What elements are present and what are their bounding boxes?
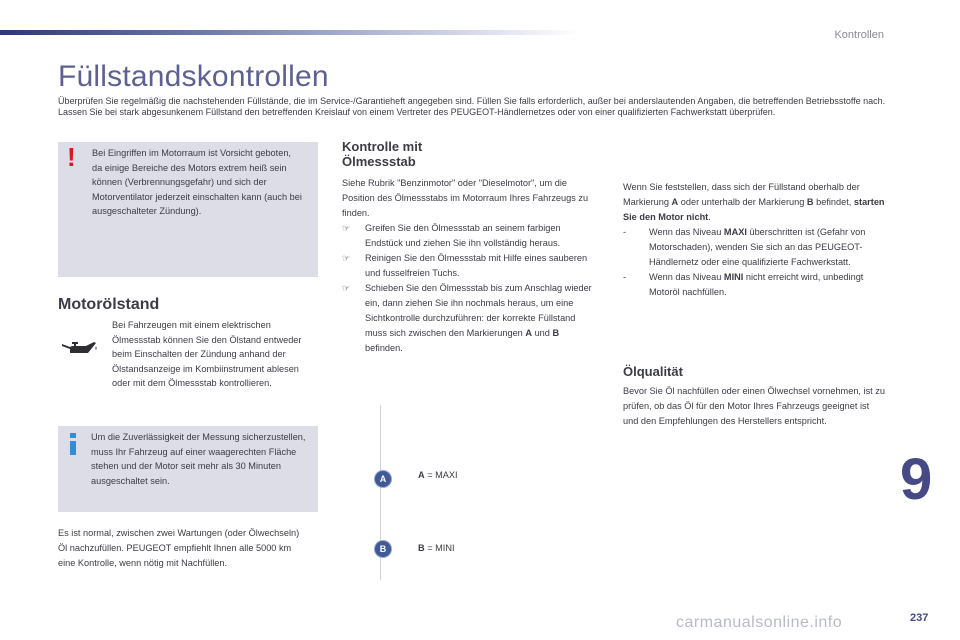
marker-b-letter: B — [418, 543, 425, 553]
dash-symbol: - — [623, 227, 627, 237]
intro-paragraph-2: Lassen Sie bei stark abgesunkenem Füllstand den betreffenden Kreislauf von einem Vertreter des PEUGEOT-Händlernetzes oder von einer qualifizierten Fachwerkstatt überprüfen. — [58, 106, 776, 117]
marker-a-letter: A — [418, 470, 425, 480]
level-check-part-3: befindet, — [816, 197, 852, 207]
marker-a-badge: A — [375, 471, 391, 487]
dipstick-step-3 — [342, 281, 598, 356]
section-label: Kontrollen — [834, 29, 884, 41]
mark-a-ref: A — [525, 328, 532, 338]
oil-quality-text: Bevor Sie Öl nachfüllen oder einen Ölwechsel vornehmen, ist zu prüfen, ob das Öl für den Motor Ihres Fahrzeugs geeignet ist und den Empfehlungen des Herstellers entspricht. — [623, 386, 885, 426]
mark-b-ref: B — [552, 328, 560, 338]
hand-pointer-icon: ☞ — [342, 253, 351, 263]
maxi-keyword: MAXI — [723, 227, 747, 237]
dash-symbol: - — [623, 272, 627, 282]
marker-b-label — [418, 543, 455, 553]
info-text: Um die Zuverlässigkeit der Messung sicherzustellen, muss Ihr Fahrzeug auf einer waagerechten Fläche stehen und der Motor seit mehr als 30 Minuten ausgeschaltet sein. — [91, 432, 306, 486]
marker-a-label — [418, 470, 458, 480]
marker-b-badge: B — [375, 541, 391, 557]
level-check-warning: starten Sie den Motor nicht — [623, 197, 885, 222]
dipstick-step-1 — [342, 221, 598, 251]
marker-a-value: = MAXI — [427, 470, 458, 480]
level-check-mark-a: A — [671, 197, 679, 207]
exclamation-icon: ! — [67, 142, 76, 172]
maxi-note — [623, 225, 885, 270]
intro-text — [58, 96, 888, 117]
mini-note-pre: Wenn das Niveau — [649, 272, 722, 282]
dipstick-step-3-text: Schieben Sie den Ölmessstab bis zum Anschlag wieder ein, dann ziehen Sie ihn nochmals heraus, um eine Sichtkontrolle durchzuführen: der korrekte Füllstand muss sich zwischen den Markierungen — [365, 283, 592, 338]
oil-can-icon — [60, 338, 100, 358]
header-accent-bar — [0, 30, 580, 35]
maxi-note-post: überschritten ist (Gefahr von Motorschaden), wenden Sie sich an das PEUGEOT-Händlernetz oder eine qualifizierte Fachwerkstatt. — [649, 227, 866, 267]
info-icon — [70, 433, 76, 454]
oil-topup-note: Es ist normal, zwischen zwei Wartungen (oder Ölwechseln) Öl nachzufüllen. PEUGEOT empfiehlt Ihnen alle 5000 km eine Kontrolle, wenn nötig mit Nachfüllen. — [58, 528, 300, 568]
level-check-part-1: Wenn Sie feststellen, dass sich der Füllstand oberhalb der Markierung — [623, 182, 860, 207]
level-check-paragraph — [623, 180, 885, 225]
mini-note-post: nicht erreicht wird, unbedingt Motoröl nachfüllen. — [649, 272, 864, 297]
page-title: Füllstandskontrollen — [58, 60, 329, 93]
dipstick-heading — [342, 140, 422, 169]
intro-paragraph-1: Überprüfen Sie regelmäßig die nachstehenden Füllstände, die im Service-/Garantieheft angegeben sind. Füllen Sie falls erforderlich, außer bei anderslautenden Angaben, die betreffenden Betriebsstoffe nach. — [58, 96, 886, 106]
warning-text: Bei Eingriffen im Motorraum ist Vorsicht geboten, da einige Bereiche des Motors extrem heiß sein können (Verbrennungsgefahr) und sich der Motorventilator jederzeit einschalten kann (auch bei ausgeschalteter Zündung). — [92, 148, 302, 216]
watermark: carmanualsonline.info — [676, 614, 843, 631]
motoroil-text: Bei Fahrzeugen mit einem elektrischen Ölmessstab können Sie den Ölstand entweder beim Einschalten der Zündung anhand der Ölstandsanzeige im Kombiinstrument ablesen oder mit dem Ölmessstab kontrollieren. — [112, 320, 302, 388]
maxi-note-pre: Wenn das Niveau — [649, 227, 722, 237]
dipstick-instructions — [342, 176, 598, 356]
hand-pointer-icon: ☞ — [342, 283, 351, 293]
dipstick-intro: Siehe Rubrik "Benzinmotor" oder "Dieselmotor", um die Position des Ölmessstabs im Motorraum Ihres Fahrzeugs zu finden. — [342, 178, 589, 218]
level-check-text — [623, 180, 885, 300]
level-check-period: . — [708, 212, 711, 222]
dipstick-step-1-text: Greifen Sie den Ölmessstab an seinem farbigen Endstück und ziehen Sie ihn vollständig heraus. — [365, 223, 561, 248]
chapter-number: 9 — [900, 447, 933, 512]
mini-note — [623, 270, 885, 300]
dipstick-step-3-end: befinden. — [365, 343, 403, 353]
mini-keyword: MINI — [723, 272, 744, 282]
page-number: 237 — [910, 612, 929, 624]
dipstick-heading-line2: Ölmessstab — [342, 153, 416, 169]
level-check-mark-b: B — [806, 197, 814, 207]
dipstick-heading-line1: Kontrolle mit — [342, 139, 423, 154]
marker-b-value: = MINI — [427, 543, 455, 553]
and-word: und — [534, 328, 550, 338]
level-check-part-2: oder unterhalb der Markierung — [680, 197, 805, 207]
dipstick-step-2-text: Reinigen Sie den Ölmessstab mit Hilfe eines sauberen und fusselfreien Tuchs. — [365, 253, 588, 278]
hand-pointer-icon: ☞ — [342, 223, 351, 233]
motoroil-heading: Motorölstand — [58, 296, 160, 313]
dipstick-step-2 — [342, 251, 598, 281]
oil-quality-heading: Ölqualität — [623, 364, 683, 379]
